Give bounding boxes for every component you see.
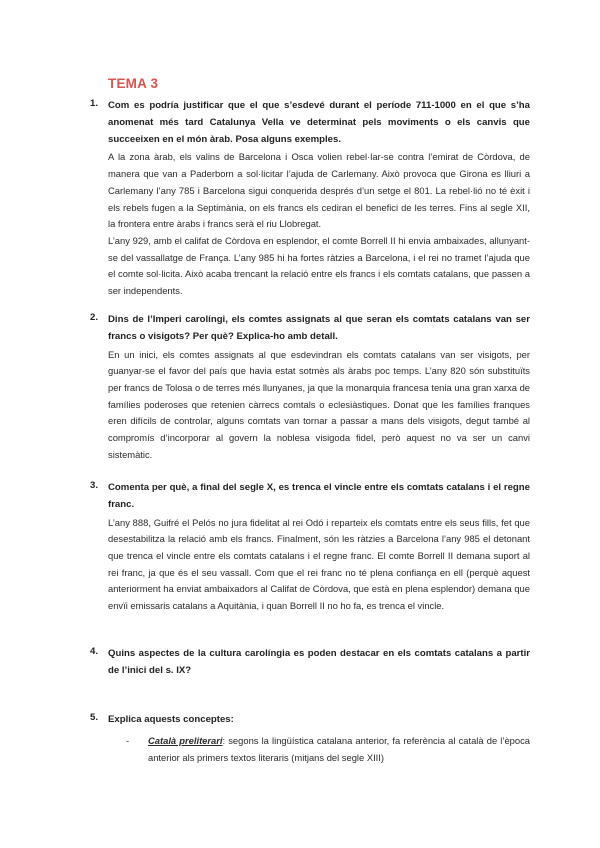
answer-block bbox=[108, 347, 530, 464]
concept-term: Català preliterari bbox=[148, 734, 223, 746]
question-5 bbox=[90, 712, 530, 766]
page-title: TEMA 3 bbox=[108, 76, 159, 91]
answer-block bbox=[108, 515, 530, 615]
question-2 bbox=[90, 312, 530, 464]
answer-paragraph: L’any 888, Guifré el Pelós no jura fidelitat al rei Odó i reparteix els comtats entre els seus fills, fet que desestabilitza la relació amb els francs. Finalment, són les ràtzies a Barcelona l’any 985 el detonant que trenca el vincle entre els comtats catalans i el regne franc. El comte Borrell II demana suport al rei franc, ja que és el seu vassall. Com que el rei franc no té plena confiança en ell (perquè aquest anteriorment ha enviat ambaixadors al Califat de Còrdova, que està en plena esplendor) demana que envïi emissaris catalans a Aquitània, i quan Borrell II no ho fa, es trenca el vincle. bbox=[108, 516, 530, 612]
question-number: 1. bbox=[90, 98, 99, 109]
question-text: Quins aspectes de la cultura carolíngia es poden destacar en els comtats catalans a partir de l’inici del s. IX? bbox=[108, 648, 530, 676]
answer-paragraph: En un inici, els comtes assignats al que esdevindran els comtats catalans van ser visigots, per guanyar-se el favor del país que havia estat sotmès als àrabs poc temps. L’any 820 són substituïts per francs de Tolosa o de terres més llunyanes, ja que la monarquia francesa tenia una gran xarxa de famílies poderoses que retenien càrrecs comtals o eclesiàstiques. Donat que les famílies franques eren difícils de controlar, alguns comtats van tornar a passar a mans dels visigots, degut també al compromís d’incorporar al govern la noblesa visigoda fidel, però aquest no va ser un canvi sistemàtic. bbox=[108, 348, 530, 460]
question-text: Com es podría justificar que el que s’esdevé durant el període 711-1000 en el que s’ha anomenat més tard Catalunya Vella ve determinat pels moviments o els canvis que succeeixen en el món àrab. Posa alguns exemples. bbox=[108, 100, 530, 145]
question-number: 4. bbox=[90, 646, 99, 657]
answer-paragraph: A la zona àrab, els valins de Barcelona i Osca volien rebel·lar-se contra l’emirat de Còrdova, de manera que van a Paderborn a sol·licitar l’ajuda de Carlemany. Això provoca que Girona es lliuri a Carlemany l’any 785 i Barcelona sigui conquerida després d’un setge el 801. La rebel·lió no té èxit i els rebels fugen a la Septimània, on els francs els cediran el benefici de les terres. Fins al segle XII, la frontera entre àrabs i francs serà el riu Llobregat. bbox=[108, 151, 530, 230]
question-1 bbox=[90, 98, 530, 300]
question-4 bbox=[90, 646, 530, 680]
question-3 bbox=[90, 480, 530, 615]
question-number: 2. bbox=[90, 312, 99, 323]
list-dash: - bbox=[126, 734, 130, 746]
question-text: Comenta per què, a final del segle X, es trenca el vincle entre els comtats catalans i el regne franc. bbox=[108, 482, 530, 510]
answer-block bbox=[108, 149, 530, 299]
question-text: Explica aquests conceptes: bbox=[108, 714, 234, 725]
question-text: Dins de l’Imperi carolíngi, els comtes assignats al que seran els comtats catalans van ser francs o visigots? Per què? Explica-ho amb detall. bbox=[108, 314, 530, 342]
question-number: 3. bbox=[90, 480, 99, 491]
concept-definition: : segons la lingüística catalana anterior, fa referència al català de l’època anterior als primers textos literaris (mitjans del segle XIII) bbox=[148, 734, 530, 763]
concept-item bbox=[126, 733, 530, 766]
answer-paragraph: L’any 929, amb el califat de Còrdova en esplendor, el comte Borrell II hi envia ambaixades, allunyant-se del vassallatge de França. L’any 985 hi ha fortes ràtzies a Barcelona, i el rei no tramet l’ajuda que el comte sol·licita. Això acaba trencant la relació entre els francs i els comtats catalans, que passen a ser independents. bbox=[108, 234, 530, 297]
question-number: 5. bbox=[90, 712, 99, 723]
concept-list bbox=[126, 733, 530, 766]
